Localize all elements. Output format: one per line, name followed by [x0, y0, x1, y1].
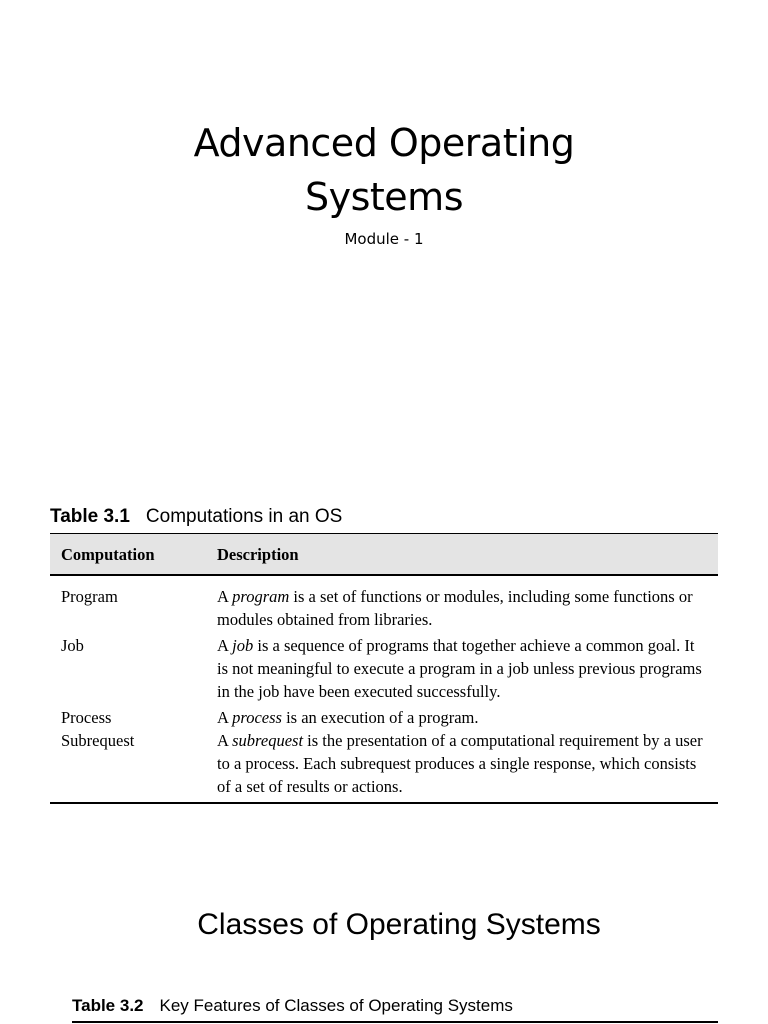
column-header-description: Description: [206, 534, 718, 576]
slide-title: [0, 116, 768, 224]
table2-caption: [72, 996, 513, 1016]
description-cell: [206, 703, 718, 729]
description-term: subrequest: [232, 731, 304, 750]
description-cell: [206, 575, 718, 631]
table2-number: Table 3.2: [72, 996, 144, 1015]
description-text: is an execution of a program.: [281, 708, 479, 727]
table-header-row: [50, 534, 718, 576]
slide-subtitle: Module - 1: [344, 230, 424, 248]
table-row: [50, 703, 718, 729]
table-caption: [50, 503, 718, 533]
slide-title-line-2: Systems: [305, 175, 463, 219]
description-cell: [206, 729, 718, 803]
description-text: is a set of functions or modules, including some functions or modules obtained from libraries.: [217, 587, 693, 629]
description-text: A: [217, 587, 233, 606]
description-text: is the presentation of a computational requirement by a user to a process. Each subrequest produces a single response, which consists of a set of results or actions.: [217, 731, 703, 796]
table-row: [50, 575, 718, 631]
description-text: A: [217, 636, 233, 655]
table2-caption-text: Key Features of Classes of Operating Systems: [159, 996, 513, 1015]
column-header-computation: Computation: [50, 534, 206, 576]
table-caption-text: Computations in an OS: [145, 506, 343, 527]
term-cell: Subrequest: [50, 729, 206, 803]
slide-title-line-1: Advanced Operating: [193, 121, 575, 165]
table2-top-rule: [72, 1021, 718, 1023]
description-text: A: [217, 708, 233, 727]
term-cell: Process: [61, 708, 112, 727]
description-term: program: [232, 587, 290, 606]
term-cell: Job: [61, 636, 84, 655]
table-row: [50, 631, 718, 703]
description-term: job: [232, 636, 254, 655]
computations-table-block: [50, 503, 718, 804]
table-row: [50, 729, 718, 803]
term-cell: Program: [61, 587, 118, 606]
description-term: process: [232, 708, 282, 727]
section-heading: Classes of Operating Systems: [197, 908, 601, 941]
computations-table: [50, 533, 718, 804]
table-number: Table 3.1: [50, 506, 130, 527]
description-text: is a sequence of programs that together achieve a common goal. It is not meaningful to execute a program in a job unless previous programs in the job have been executed successfully.: [217, 636, 702, 701]
description-text: A: [217, 731, 233, 750]
description-cell: [206, 631, 718, 703]
